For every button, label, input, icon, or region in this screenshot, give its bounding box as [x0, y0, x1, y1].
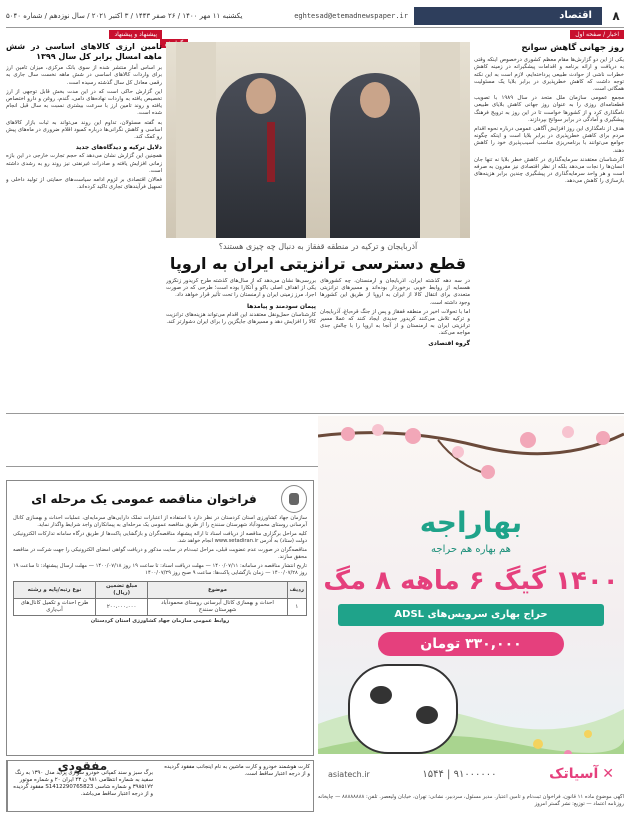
table-header: نوع رتبه/پایه و رشته	[14, 582, 96, 599]
table-header: مبلغ تضمین (ریال)	[96, 582, 148, 599]
lost-title: مفقودی	[57, 760, 108, 773]
ad-offer: ۱۴۰۰ گیگ ۶ ماهه ۸ مگ	[323, 566, 619, 596]
lost-documents-box	[6, 760, 314, 812]
masthead	[6, 6, 624, 26]
paragraph: مجمع عمومی سازمان ملل متحد در سال ۱۹۸۹ با تصویب قطعنامه‌ای روزی را به عنوان روز جهانی کاهش بلایای طبیعی نامگذاری کرد و از کشورها خواست تا در این روز به ترویج فرهنگ پیشگیری و آمادگی در برابر سوانح بپردازند.	[474, 95, 624, 123]
paragraph: هدف از نامگذاری این روز افزایش آگاهی عمومی درباره نحوه اقدام مردم برای کاهش خطرپذیری در برابر بلایا است و اینکه چگونه جوامع می‌توانند با برنامه‌ریزی مناسب آسیب‌پذیری خود را کاهش دهند.	[474, 126, 624, 154]
page-number: ۸	[612, 9, 620, 23]
paragraph: این گزارش حاکی است که در این مدت بخش قابل توجهی از ارز تخصیص یافته به واردات نهاده‌های دامی، گندم، روغن و دارو اختصاص یافته و روند تامین ارز با سرعت بیشتری نسبت به سال قبل انجام شده است.	[6, 88, 162, 117]
column-title: تامین ارزی کالاهای اساسی در شش ماهه امسال برابر کل سال ۱۳۹۹	[6, 42, 162, 62]
story-subtitle: پیمان سودمند و پیامدها	[246, 302, 316, 310]
red-tie	[267, 122, 275, 182]
paragraph: یکی از این دو گزارش‌ها مقام معظم کشوری درخصوص اینکه وقتی به دریافت و ارائه برنامه و اقدامات پیشگیرانه در زمینه کاهش خطرات ناشی از حوادث طبیعی پرداخته‌ایم، لازم است به این نکته توجه داشت که کاهش خطرپذیری در برابر بلایا یک مسئولیت همگانی است.	[474, 57, 624, 93]
page-footer: آگهی موضوع ماده ۱۱ قانون، فراخوان ثبت‌نام و تامین اعتبار. مدیر مسئول، سردبیر، نشانی: تهران، خیابان ولیعصر. تلفن: ۸۸۸۸۸۸۸۸ — چاپخانه روزنامه اعتماد — توزیع: نشر گستر امروز	[318, 794, 624, 807]
cow-spot	[416, 706, 438, 724]
table-row	[14, 599, 307, 616]
ad-title: بهاراجه	[419, 506, 523, 539]
lost-column	[7, 761, 157, 811]
paragraph: بر اساس آمار منتشر شده از سوی بانک مرکزی، میزان تامین ارز برای واردات کالاهای اساسی در شش ماهه نخست سال جاری به رقمی معادل کل سال گذشته رسیده است.	[6, 65, 162, 86]
person-head	[360, 82, 390, 118]
tender-title: فراخوان مناقصه عمومی یک مرحله ای	[31, 491, 257, 506]
section-title: اقتصاد	[414, 7, 602, 25]
brand-name: آسیاتک	[549, 766, 599, 782]
story-kicker	[160, 30, 310, 38]
tender-paragraph: تاریخ انتشار مناقصه در سامانه: ۱۴۰۰/۰۷/۱۱ — مهلت دریافت اسناد: تا ساعت ۱۹ روز ۱۴۰۰/۰۷/۱۸ — مهلت ارسال پیشنهاد: تا ساعت ۱۹ روز ۱۴۰۰/۰۷/۲۸ — زمان بازگشایی پاکت‌ها: ساعت ۹ صبح روز ۱۴۰۰/۰۷/۲۹	[13, 563, 307, 576]
asiatech-logo	[549, 766, 614, 782]
ad-subtitle: هم بهاره هم حراجه	[431, 544, 511, 555]
section-divider	[6, 413, 624, 414]
cow-illustration	[348, 664, 458, 754]
story-column-2	[166, 278, 316, 413]
story-credit: گروه اقتصادی	[428, 339, 470, 347]
ad-phone: ۱۵۴۴ | ۹۱۰۰۰۰۰۰	[422, 768, 497, 780]
dateline: یکشنبه ۱۱ مهر ۱۴۰۰ / ۲۶ صفر ۱۴۴۳ / ۳ اکتبر ۲۰۲۱ / سال نوزدهم / شماره ۵۰۴۰	[6, 12, 243, 20]
ad-website[interactable]: asiatech.ir	[328, 769, 370, 779]
lost-text: برگ سبز و سند کمپانی خودرو سواری پراید مدل ۱۳۹۰ به رنگ سفید به شماره انتظامی ۹۸۱ ن ۴۳ ایران ۲۰ و شماره موتور ۳۹۸۵۱۷۲ و شماره شاسی S1412290765823 مفقود گردیده و از درجه اعتبار ساقط می‌باشد.	[13, 770, 153, 797]
tender-footer: روابط عمومی سازمان جهاد کشاورزی استان کردستان	[90, 618, 230, 624]
tender-paragraph: کلیه مراحل برگزاری مناقصه از دریافت اسناد تا ارائه پیشنهاد مناقصه‌گران و بازگشایی پاکت‌ها از طریق درگاه سامانه تدارکات الکترونیکی دولت (ستاد) به آدرس www.setadiran.ir انجام خواهد شد.	[13, 531, 307, 544]
story-headline: قطع دسترسی ترانزیتی ایران به اروپا	[169, 254, 467, 273]
paragraph: کارشناسان حمل‌ونقل معتقدند این اقدام می‌تواند هزینه‌های ترانزیت کالا را افزایش دهد و مسیرهای جایگزین را برای ایران دشوارتر کند.	[166, 311, 316, 326]
blossom-branch	[318, 416, 624, 486]
email-address[interactable]: eghtesad@etemadnewspaper.ir	[294, 12, 408, 20]
cow-spot	[370, 686, 392, 704]
asiatech-advertisement[interactable]	[318, 416, 624, 794]
paragraph: به گفته مسئولان، تداوم این روند می‌تواند به ثبات بازار کالاهای اساسی و کاهش نگرانی‌ها درباره کمبود اقلام ضروری در ماه‌های پیش رو کمک کند.	[6, 119, 162, 141]
tender-paragraph: سازمان جهاد کشاورزی استان کردستان در نظر دارد با استفاده از اعتبارات تملک دارایی‌های سرمایه‌ای، عملیات احداث و بهسازی کانال آبرسانی روستای محمودآباد شهرستان سنندج را از طریق مناقصه عمومی یک مرحله‌ای به پیمانکاران واجد شرایط واگذار نماید.	[13, 515, 307, 528]
tender-table	[13, 581, 307, 616]
emblem-icon	[281, 485, 307, 513]
x-logo-icon: ✕	[602, 766, 614, 782]
column-subtitle: دلایل ترکیه و دیدگاه‌های جدید	[75, 144, 162, 152]
table-cell: طرح احداث و تکمیل کانال‌های آب‌یاری	[14, 599, 96, 616]
table-cell: احداث و بهسازی کانال آبرسانی روستای محمودآباد شهرستان سنندج	[148, 599, 287, 616]
column-title: روز جهانی گاهش سوانح	[521, 43, 624, 54]
paragraph: بررسی‌ها نشان می‌دهد که از سال‌های گذشته طرح کریدور زنگزور یکی از اهداف اصلی باکو و آنکارا بوده است؛ طرحی که در صورت اجرا، مرز زمینی ایران و ارمنستان را تحت تأثیر قرار خواهد داد.	[166, 278, 316, 299]
header-rule	[6, 27, 624, 28]
news-column-left	[6, 30, 162, 412]
ad-footer	[318, 754, 624, 794]
divider	[6, 466, 318, 467]
news-column-right	[474, 30, 624, 410]
tender-announcement	[6, 480, 314, 756]
column-tag: پیشنهاد و پیشنهاد	[109, 30, 162, 39]
story-column-1	[320, 278, 470, 413]
paragraph: کارشناسان معتقدند سرمایه‌گذاری در کاهش خطر بلایا نه تنها جان انسان‌ها را نجات می‌دهد بلکه از نظر اقتصادی نیز مقرون به صرفه است و هر واحد سرمایه‌گذاری در پیشگیری چندین برابر هزینه‌های بازسازی را کاهش می‌دهد.	[474, 156, 624, 185]
tender-header	[13, 485, 307, 513]
story-photo	[166, 42, 470, 238]
paragraph: همچنین این گزارش نشان می‌دهد که حجم تجارت خارجی در این بازه زمانی افزایش یافته و صادرات غیرنفتی نیز روند رو به رشدی داشته است.	[6, 153, 162, 174]
lost-text-left: کارت هوشمند خودرو و کارت ماشین به نام اینجانب مفقود گردیده و از درجه اعتبار ساقط است.	[164, 764, 310, 777]
ad-adsl-banner: حراج بهاری سرویس‌های ADSL	[338, 604, 604, 626]
story-subhead: آذربایجان و ترکیه در منطقه قفقاز به دنبال چه چیزی هستند؟	[218, 242, 418, 251]
paragraph: اما با تحولات اخیر در منطقه قفقاز و پس از جنگ قره‌باغ، آذربایجان و ترکیه تلاش می‌کنند کریدور جدیدی ایجاد کنند که عملا مسیر ترانزیتی ایران به ارمنستان و از آنجا به اروپا را با چالش جدی مواجه می‌کند.	[320, 308, 470, 337]
table-cell: ۱	[287, 599, 306, 616]
table-header: ردیف	[287, 582, 306, 599]
column-tag: اخبار / صفحه اول	[570, 30, 624, 39]
paragraph: فعالان اقتصادی بر لزوم ادامه سیاست‌های حمایتی از تولید داخلی و تسهیل فرآیندهای تجاری تاکید کرده‌اند.	[6, 177, 162, 191]
tender-paragraph: مناقصه‌گران در صورت عدم عضویت قبلی، مراحل ثبت‌نام در سایت مذکور و دریافت گواهی امضای الکترونیکی را جهت شرکت در مناقصه محقق سازند.	[13, 547, 307, 560]
table-cell: ۲۰۰،۰۰۰،۰۰۰	[96, 599, 148, 616]
person-head	[246, 78, 276, 114]
background-pillar	[176, 42, 216, 238]
background-pillar	[420, 42, 460, 238]
table-header: موضوع	[148, 582, 287, 599]
ad-price: ۳۳۰,۰۰۰ تومان	[378, 632, 564, 656]
paragraph: در سه دهه گذشته ایران، آذربایجان و ارمنستان، چه کشورهای همسایه از روابط خوبی برخوردار بوده‌اند و مسیرهای ترانزیتی متعددی برای انتقال کالا از ایران به اروپا از طریق این کشورها وجود داشته است.	[320, 278, 470, 306]
